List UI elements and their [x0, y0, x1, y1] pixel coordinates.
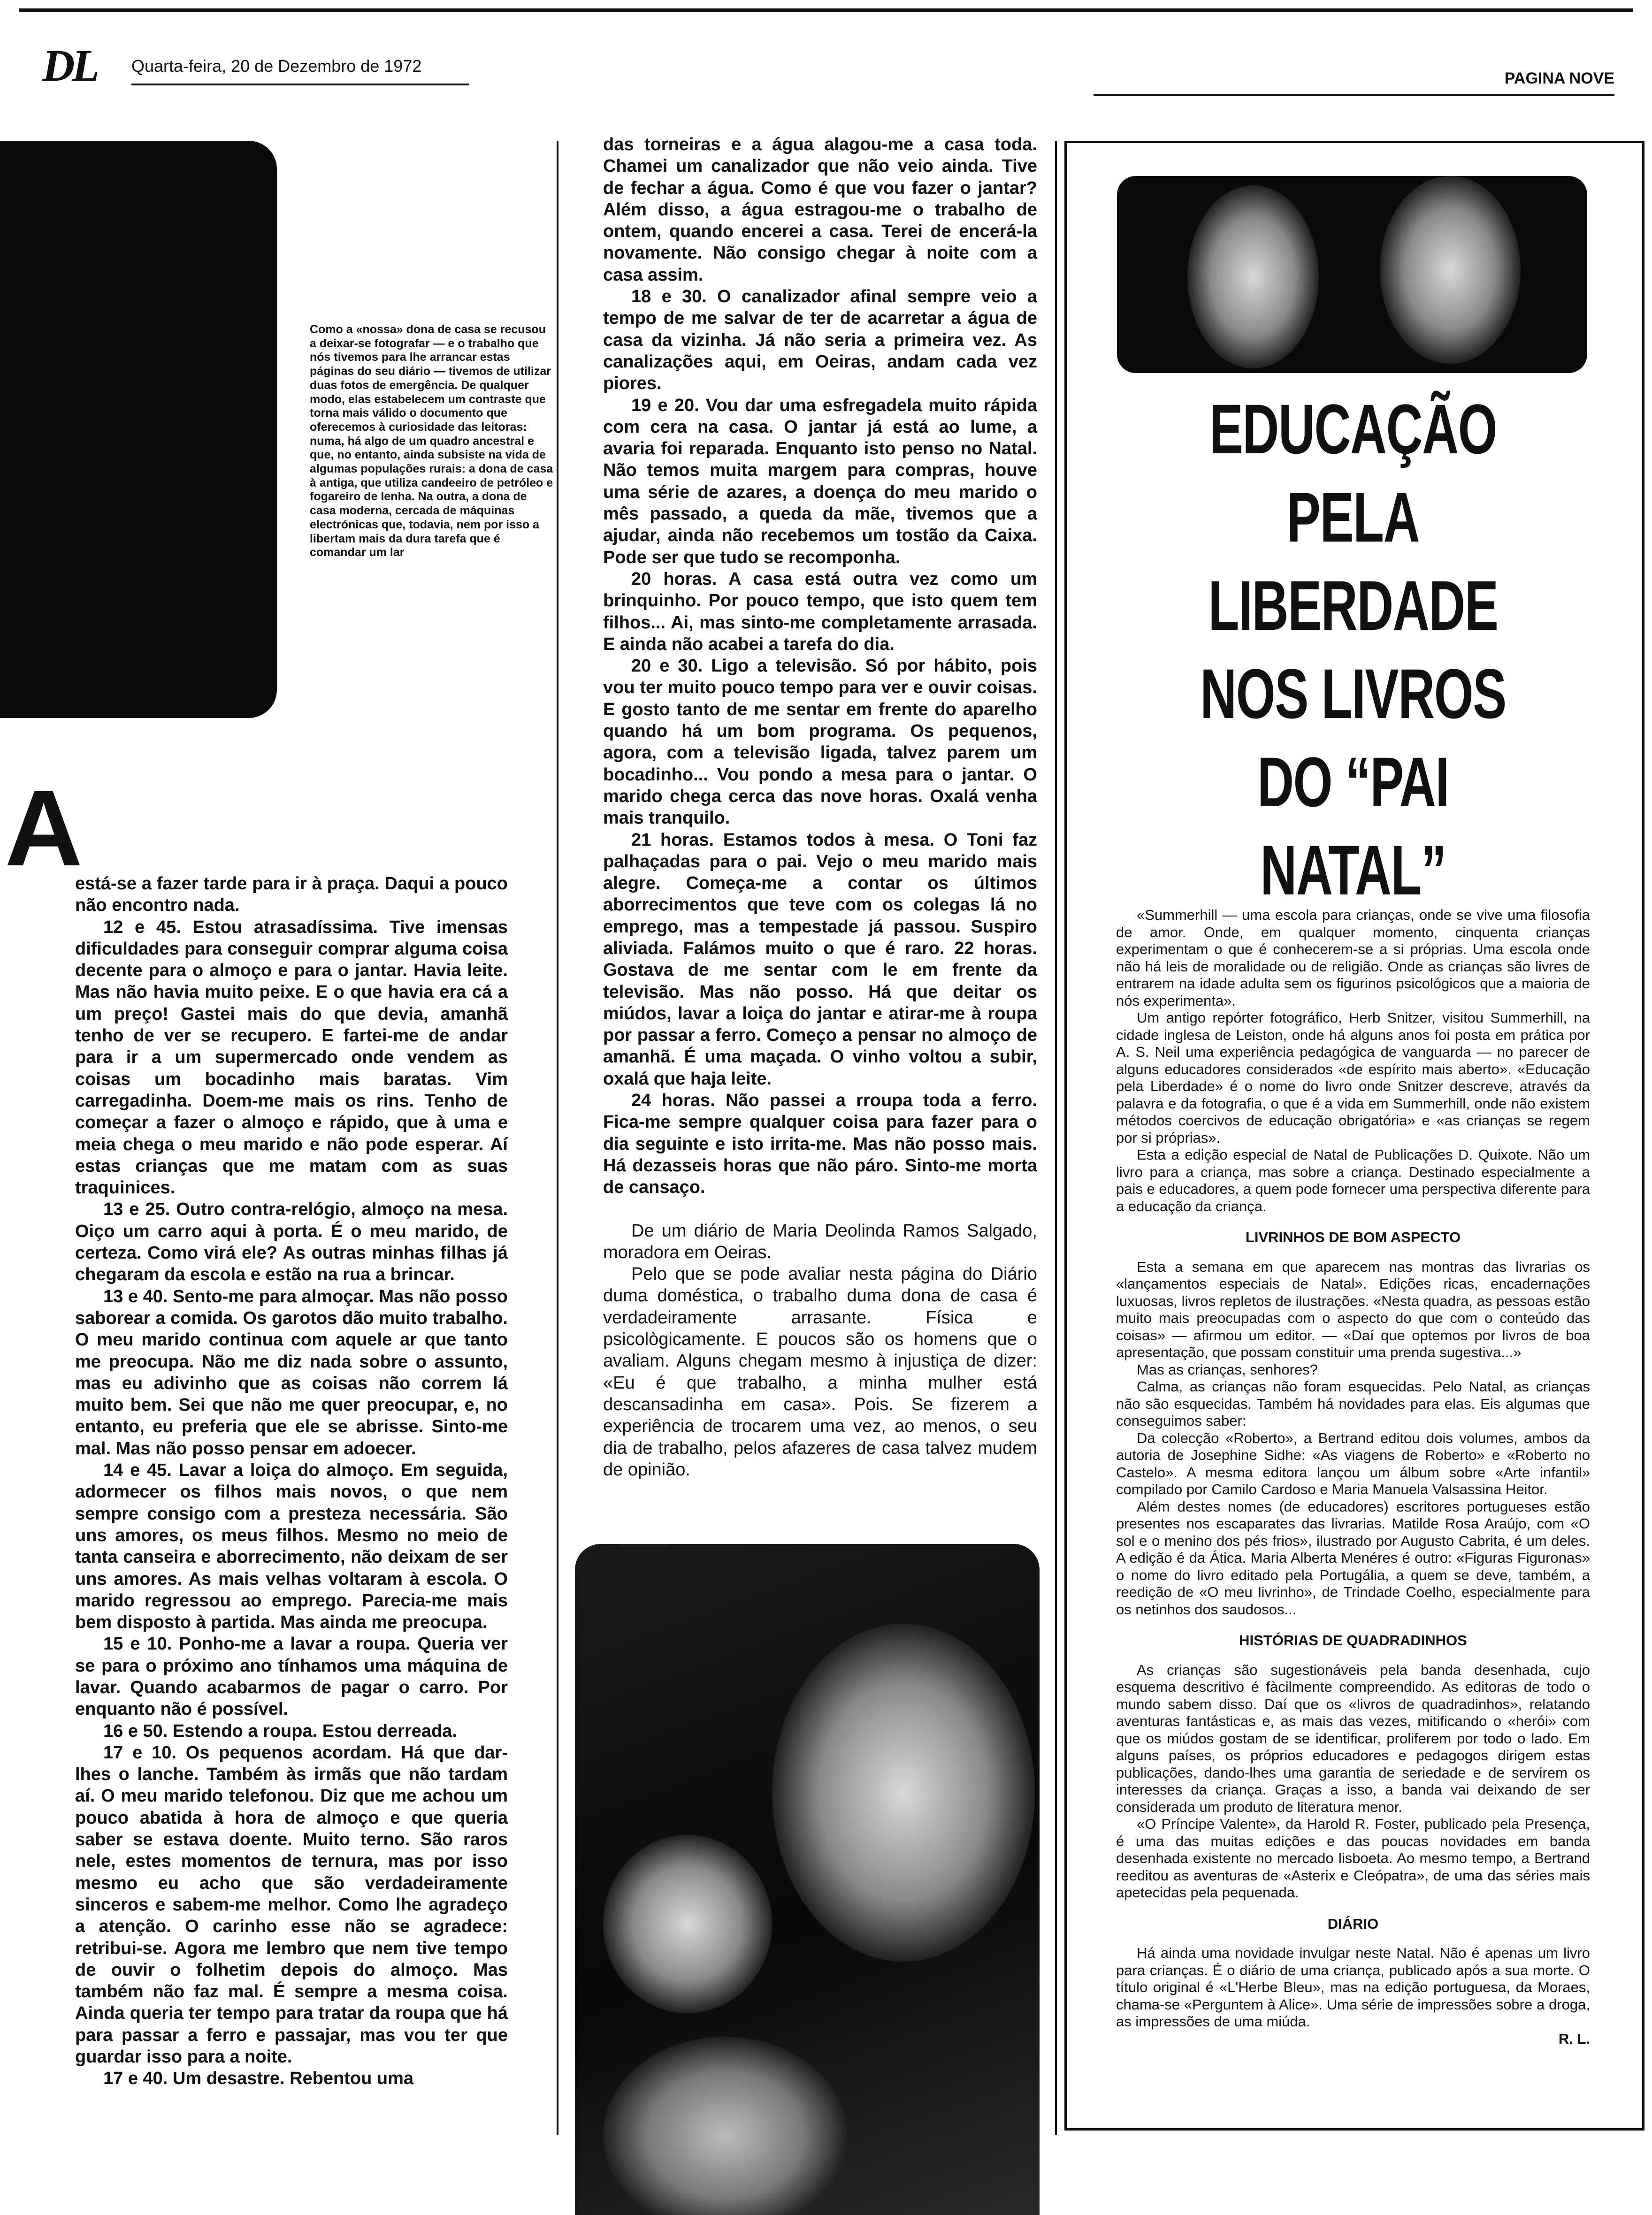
newspaper-logo: DL — [42, 40, 97, 91]
subheading: DIÁRIO — [1327, 1915, 1379, 1932]
issue-date: Quarta-feira, 20 de Dezembro de 1972 — [131, 56, 422, 76]
diary-paragraph: 13 e 25. Outro contra-relógio, almoço na mesa. Oiço um carro aqui à porta. É o meu marido, de certeza. Como virá ele? As outras minhas filhas já chegaram da escola e estão na rua a brincar. — [75, 1199, 508, 1285]
subheading: HISTÓRIAS DE QUADRADINHOS — [1239, 1632, 1467, 1649]
diary-paragraph: está-se a fazer tarde para ir à praça. Daqui a pouco não encontro nada. — [75, 874, 508, 916]
top-border-rule — [19, 8, 1633, 12]
diary-paragraph: 15 e 10. Ponho-me a lavar a roupa. Queria ver se para o próximo ano tínhamos uma máquina de lavar. Quando acabarmos de pagar o carro. Por enquanto não é possível. — [75, 1634, 508, 1719]
diary-paragraph: 14 e 45. Lavar a loiça do almoço. Em seguida, adormecer os filhos mais novos, o que nem sempre consigo com a presteza necessária. São uns amores, os meus filhos. Mesmo no meio de tanta canseira e aborrecimento, não deixam de ser uns amores. As mais velhas voltaram à escola. O marido regressou ao emprego. Parecia-me mais bem disposto à partida. Mas ainda me preocupa. — [75, 1460, 508, 1633]
diary-paragraph: 12 e 45. Estou atrasadíssima. Tive imensas dificuldades para conseguir comprar alguma coisa decente para o almoço e para o jantar. Havia leite. Mas não havia muito peixe. E o que havia era cá a um preço! Gastei mais do que devia, amanhã tenho de ver se recupero. E fartei-me de andar para ir a um supermercado onde vendem as coisas um bocadinho mais baratas. Vim carregadinha. Doem-me mais os rins. Tenho de começar a fazer o almoço e rápido, que à uma e meia chega o meu marido e não pode esperar. Aí estas crianças que me matam com as suas traquinices. — [75, 917, 508, 1198]
diary-paragraph: 17 e 40. Um desastre. Rebentou uma — [103, 2069, 414, 2089]
article-paragraph: Esta a edição especial de Natal de Publicações D. Quixote. Não um livro para a criança, mas sobre a criança. Destinado especialmente a pais e educadores, a quem pode fornecer uma perspectiva diferente para a educação da criança. — [1116, 1146, 1590, 1214]
article-paragraph: Da colecção «Roberto», a Bertrand editou dois volumes, ambos da autoria de Josephine Sidhe: «As viagens de Roberto» e «Roberto no Castelo». A mesma editora lançou um álbum sobre «Arte infantil» compilado por Camilo Cardoso e Maria Manuela Valsassina Heitor. — [1116, 1429, 1590, 1497]
mother-face — [772, 1624, 1035, 1962]
article-paragraph: «Summerhill — uma escola para crianças, onde se vive uma filosofia de amor. Onde, em qualquer momento, cinquenta crianças experimentam o que é conhecerem-se a si próprias. Uma escola onde não há leis de moralidade ou de religião. Onde as crianças são livres de entrarem na idade adulta sem os figurinos psicológicos que a maioria de nós experimenta». — [1116, 907, 1590, 1009]
headline-line: PELA LIBERDADE — [1208, 478, 1498, 645]
page-number-rule — [1094, 94, 1614, 96]
article-paragraph: «O Príncipe Valente», da Harold R. Foster, publicado pela Presença, é uma das muitas edições e das poucas novidades em banda desenhada existente no mercado lisboeta. Ao mesmo tempo, a Bertrand reeditou as aventuras de «Asterix e Cleópatra», de uma das séries mais apetecidas pela pequenada. — [1116, 1816, 1590, 1901]
diary-paragraph: das torneiras e a água alagou-me a casa toda. Chamei um canalizador que não veio ainda. Tive de fechar a água. Como é que vou fazer o jantar? Além disso, a água estragou-me o trabalho de ontem, quando encerei a casa. Terei de encerá-la novamente. Não consigo chegar à noite com a casa assim. — [603, 135, 1037, 285]
book-review-sidebar — [1064, 141, 1651, 2140]
photo-children — [1117, 176, 1587, 373]
diary-source: De um diário de Maria Deolinda Ramos Salgado, moradora em Oeiras. — [603, 1221, 1037, 1262]
knitted-blanket — [603, 2037, 847, 2215]
diary-paragraph: 20 e 30. Ligo a televisão. Só por hábito, pois vou ter muito pouco tempo para ver e ouvir coisas. E gosto tanto de me sentar em frente do aparelho quando há um bom programa. Os pequenos, agora, com a televisão ligada, talvez parem um bocadinho... Vou pondo a mesa para o jantar. O marido chega cerca das nove horas. Oxalá venha mais tranquilo. — [603, 656, 1037, 828]
diary-paragraph: 20 horas. A casa está outra vez como um brinquinho. Por pouco tempo, que isto quem tem filhos... Ai, mas sinto-me completamente arrasada. E ainda não acabei a tarefa do dia. — [603, 569, 1037, 654]
article-paragraph: Calma, as crianças não foram esquecidas. Pelo Natal, as crianças não são esquecidas. Também há novidades para elas. Eis algumas que conseguimos saber: — [1116, 1378, 1590, 1429]
diary-paragraph: 17 e 10. Os pequenos acordam. Há que dar-lhes o lanche. Também às irmãs que não tardam aí. O meu marido telefonou. Diz que me achou um pouco abatida à hora de almoço e que queria saber se estava doente. Muito terno. São raros nele, estes momentos de ternura, mas por isso mesmo eu acho que são verdadeiramente sinceros e sabem-me melhor. Como lhe agradeço a atenção. O carinho esse não se agradece: retribui-se. Agora me lembro que nem tive tempo de ouvir o folhetim depois do almoço. Mas também não faz mal. É sempre a mesma coisa. Ainda queria ter tempo para tratar da roupa que há para passar a ferro e passajar, mas vou ter que guardar isso para a noite. — [75, 1742, 508, 2067]
photo-caption: Como a «nossa» dona de casa se recusou a deixar-se fotografar — e o trabalho que nós tivemos para lhe arrancar estas páginas do seu diário — tivemos de utilizar duas fotos de emergência. De qualquer modo, elas estabelecem um contraste que torna mais válido o documento que oferecemos à curiosidade das leitoras: numa, há algo de um quadro ancestral e que, no entanto, ainda subsiste na vida de algumas populações rurais: a dona de casa à antiga, que utiliza candeeiro de petróleo e fogareiro de lenha. Na outra, a dona de casa moderna, cercada de máquinas electrónicas que, todavia, nem por isso a libertam mais da dura tarefa que é comandar um lar — [310, 323, 553, 559]
photo-rural-housewife — [0, 141, 277, 718]
child-face — [1187, 185, 1319, 368]
author-initials: R. L. — [1558, 2030, 1590, 2047]
article-paragraph: Além destes nomes (de educadores) escritores portugueses estão presentes nos escaparates das livrarias. Matilde Rosa Araújo, com «O sol e o menino dos pés frios», ilustrado por Augusto Cabrita, é um deles. A edição é da Ática. Maria Alberta Menéres é outro: «Figuras Figuronas» o nome do livro editado pela Portugália, a quem se deve, também, a reedição de «O meu livrinho», de Trindade Coelho, especialmente para os netinhos dos saudosos... — [1116, 1498, 1590, 1618]
commentary-paragraph: Pelo que se pode avaliar nesta página do Diário duma doméstica, o trabalho duma dona de casa é verdadeiramente arrasante. Física e psicològicamente. E poucos são os homens que o avaliam. Alguns chegam mesmo à injustiça de dizer: «Eu é que trabalho, a minha mulher está descansadinha em casa». Pois. Se fizerem a experiência de trocarem uma vez, ao menos, o seu dia de trabalho, pelos afazeres de casa talvez mudem de opinião. — [603, 1264, 1037, 1480]
column-divider — [1055, 141, 1057, 2135]
column-divider — [557, 141, 558, 2135]
photo-mother-and-baby — [575, 1544, 1040, 2215]
headline-line: NOS LIVROS — [1200, 654, 1506, 733]
baby-face — [603, 1835, 772, 2013]
diary-paragraph: 13 e 40. Sento-me para almoçar. Mas não posso saborear a comida. Os garotos dão muito trabalho. O meu marido continua com aquele ar que tanto me preocupa. Não me diz nada sobre o assunto, mas eu adivinho que as coisas não correm lá muito bem. Sei que não me quer preocupar, e, no entanto, eu preferia que ele se abrisse. Sinto-me mal. Mas não posso pensar em adoecer. — [75, 1286, 508, 1459]
diary-paragraph: 21 horas. Estamos todos à mesa. O Toni faz palhaçadas para o pai. Vejo o meu marido mais alegre. Começa-me a contar os últimos aborrecimentos que teve com os colegas lá no emprego, mas a tempestade já passou. Suspiro aliviada. Falámos muito o que é raro. 22 horas. Gostava de me sentar com le em frente da televisão. Mas não posso. Há que deitar os miúdos, lavar a loiça do jantar e atirar-me à roupa por passar a ferro. Começo a pensar no almoço de amanhã. É uma maçada. O vinho voltou a subir, oxalá que haja leite. — [603, 830, 1037, 1089]
diary-column-1 — [75, 873, 508, 2090]
article-paragraph: Mas as crianças, senhores? — [1137, 1361, 1318, 1378]
page-number: PAGINA NOVE — [1504, 69, 1614, 87]
drop-letter: A — [5, 768, 83, 888]
article-paragraph: Um antigo repórter fotográfico, Herb Snitzer, visitou Summerhill, na cidade inglesa de Leiston, onde há alguns anos foi posta em prática por A. S. Neil uma experiência pedagógica de vanguarda — no parecer de alguns educadores considerados «de espírito mais aberto». «Educação pela Liberdade» é o nome do livro onde Snitzer descreve, através da palavra e da fotografia, o que é a vida em Summerhill, onde não existem métodos coercivos de educação obrigatória» e «as crianças se regem por si próprias». — [1116, 1009, 1590, 1146]
masthead — [42, 42, 1614, 94]
child-face — [1380, 176, 1521, 364]
article-paragraph: Há ainda uma novidade invulgar neste Natal. Não é apenas um livro para crianças. É o diário de uma criança, publicado após a sua morte. O título original é «L'Herbe Bleu», mas na edição portuguesa, da Moraes, chama-se «Perguntem à Alice». Uma série de impressões sobre a droga, as impressões de uma miúda. — [1116, 1945, 1590, 2030]
diary-paragraph: 19 e 20. Vou dar uma esfregadela muito rápida com cera na casa. O jantar já está ao lume, a avaria foi reparada. Enquanto isto penso no Natal. Não temos muita margem para compras, houve uma série de azares, a doença do meu marido o mês passado, a queda da mãe, tivemos que a ajudar, ainda não recebemos um tostão da Caixa. Pode ser que tudo se recomponha. — [603, 395, 1037, 567]
article-paragraph: Esta a semana em que aparecem nas montras das livrarias os «lançamentos especiais de Natal». Edições ricas, encadernações luxuosas, livros repletos de ilustrações. «Nesta quadra, as pessoas estão muito mais preocupadas com o aspecto do que com o conteúdo das coisas» — afirmou um editor. — «Daí que optemos por livros de boa apresentação, que possam constituir uma prenda sugestiva...» — [1116, 1258, 1590, 1360]
diary-column-2 — [603, 134, 1037, 1481]
subheading: LIVRINHOS DE BOM ASPECTO — [1245, 1229, 1461, 1245]
date-underline — [131, 84, 469, 85]
headline-line: EDUCAÇÃO — [1209, 390, 1497, 468]
diary-paragraph: 24 horas. Não passei a rroupa toda a ferro. Fica-me sempre qualquer coisa para fazer para o dia seguinte e isto irrita-me. Mas não posso mais. Há dezasseis horas que não páro. Sinto-me morta de cansaço. — [603, 1091, 1037, 1198]
diary-paragraph: 18 e 30. O canalizador afinal sempre veio a tempo de me salvar de ter de acarretar a água de casa da vizinha. Já não seria a primeira vez. As canalizações aqui, em Oeiras, andam cada vez piores. — [603, 287, 1037, 394]
headline — [1165, 385, 1540, 914]
article-paragraph: As crianças são sugestionáveis pela banda desenhada, cujo esquema descritivo é fàcilmente compreendido. As editoras de todo o mundo sabem disso. Daí que os «livros de quadradinhos», relatando aventuras fantásticas e, as mais das vezes, mitificando o «herói» com que os miúdos gostam de se identificar, proliferem por todo o lado. Em alguns países, os próprios educadores e pedagogos dirigem estas publicações, dando-lhes uma garantia de seriedade e de servirem os interesses da criança. Graças a isso, a banda vai deixando de ser considerada um produto de literatura menor. — [1116, 1661, 1590, 1815]
diary-paragraph: 16 e 50. Estendo a roupa. Estou derreada. — [103, 1721, 457, 1741]
headline-line: DO “PAI NATAL” — [1257, 742, 1449, 909]
sidebar-article — [1116, 907, 1590, 2047]
